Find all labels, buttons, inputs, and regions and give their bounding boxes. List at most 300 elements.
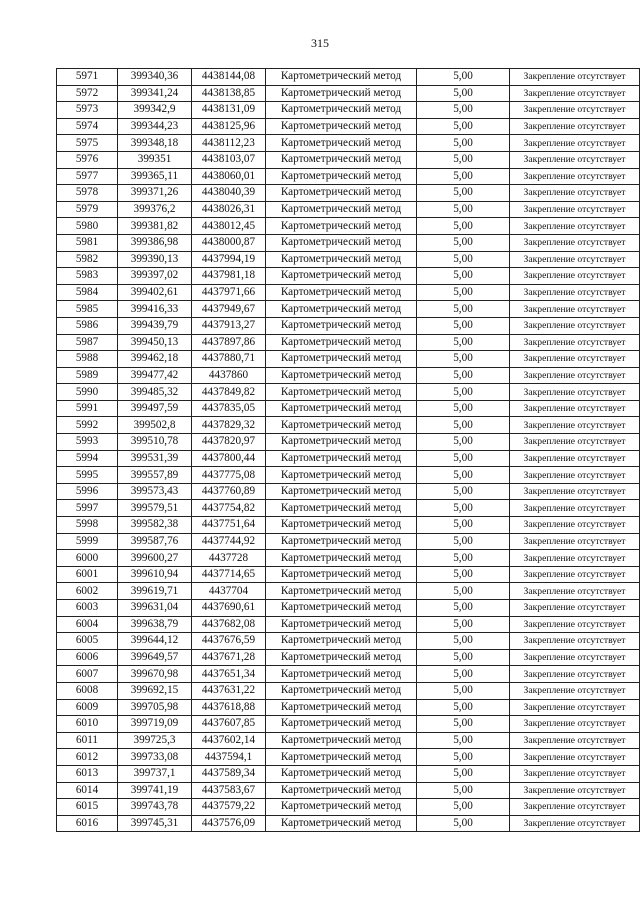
error-cell: 5,00 — [417, 765, 510, 782]
point-number-cell: 5995 — [57, 467, 118, 484]
point-number-cell: 5996 — [57, 483, 118, 500]
x-coordinate-cell: 399573,43 — [118, 483, 192, 500]
y-coordinate-cell: 4437760,89 — [192, 483, 266, 500]
fixing-cell: Закрепление отсутствует — [510, 185, 640, 202]
x-coordinate-cell: 399365,11 — [118, 168, 192, 185]
table-row — [57, 85, 640, 102]
method-cell: Картометрический метод — [266, 799, 417, 816]
y-coordinate-cell: 4437579,22 — [192, 799, 266, 816]
fixing-cell: Закрепление отсутствует — [510, 268, 640, 285]
y-coordinate-cell: 4437576,09 — [192, 815, 266, 832]
y-coordinate-cell: 4437775,08 — [192, 467, 266, 484]
table-row — [57, 351, 640, 368]
x-coordinate-cell: 399582,38 — [118, 517, 192, 534]
method-cell: Картометрический метод — [266, 234, 417, 251]
y-coordinate-cell: 4438125,96 — [192, 118, 266, 135]
error-cell: 5,00 — [417, 517, 510, 534]
error-cell: 5,00 — [417, 483, 510, 500]
point-number-cell: 6013 — [57, 765, 118, 782]
point-number-cell: 5987 — [57, 334, 118, 351]
table-row — [57, 517, 640, 534]
table-row — [57, 434, 640, 451]
method-cell: Картометрический метод — [266, 102, 417, 119]
point-number-cell: 5991 — [57, 400, 118, 417]
error-cell: 5,00 — [417, 450, 510, 467]
point-number-cell: 6012 — [57, 749, 118, 766]
error-cell: 5,00 — [417, 218, 510, 235]
point-number-cell: 6009 — [57, 699, 118, 716]
x-coordinate-cell: 399610,94 — [118, 566, 192, 583]
y-coordinate-cell: 4437849,82 — [192, 384, 266, 401]
y-coordinate-cell: 4438112,23 — [192, 135, 266, 152]
error-cell: 5,00 — [417, 85, 510, 102]
point-number-cell: 6005 — [57, 633, 118, 650]
y-coordinate-cell: 4438144,08 — [192, 69, 266, 86]
method-cell: Картометрический метод — [266, 483, 417, 500]
fixing-cell: Закрепление отсутствует — [510, 400, 640, 417]
table-row — [57, 201, 640, 218]
method-cell: Картометрический метод — [266, 666, 417, 683]
point-number-cell: 6002 — [57, 583, 118, 600]
point-number-cell: 5992 — [57, 417, 118, 434]
fixing-cell: Закрепление отсутствует — [510, 417, 640, 434]
table-row — [57, 566, 640, 583]
x-coordinate-cell: 399390,13 — [118, 251, 192, 268]
point-number-cell: 5984 — [57, 284, 118, 301]
table-row — [57, 550, 640, 567]
fixing-cell: Закрепление отсутствует — [510, 168, 640, 185]
fixing-cell: Закрепление отсутствует — [510, 218, 640, 235]
y-coordinate-cell: 4437751,64 — [192, 517, 266, 534]
table-row — [57, 334, 640, 351]
table-row — [57, 118, 640, 135]
error-cell: 5,00 — [417, 434, 510, 451]
fixing-cell: Закрепление отсутствует — [510, 699, 640, 716]
point-number-cell: 5979 — [57, 201, 118, 218]
method-cell: Картометрический метод — [266, 417, 417, 434]
table-row — [57, 367, 640, 384]
point-number-cell: 6006 — [57, 649, 118, 666]
method-cell: Картометрический метод — [266, 400, 417, 417]
table-row — [57, 583, 640, 600]
error-cell: 5,00 — [417, 616, 510, 633]
table-row — [57, 467, 640, 484]
fixing-cell: Закрепление отсутствует — [510, 118, 640, 135]
method-cell: Картометрический метод — [266, 716, 417, 733]
fixing-cell: Закрепление отсутствует — [510, 583, 640, 600]
point-number-cell: 5993 — [57, 434, 118, 451]
x-coordinate-cell: 399733,08 — [118, 749, 192, 766]
y-coordinate-cell: 4437728 — [192, 550, 266, 567]
error-cell: 5,00 — [417, 135, 510, 152]
point-number-cell: 6007 — [57, 666, 118, 683]
table-row — [57, 151, 640, 168]
method-cell: Картометрический метод — [266, 782, 417, 799]
error-cell: 5,00 — [417, 533, 510, 550]
x-coordinate-cell: 399462,18 — [118, 351, 192, 368]
y-coordinate-cell: 4437754,82 — [192, 500, 266, 517]
error-cell: 5,00 — [417, 815, 510, 832]
table-row — [57, 69, 640, 86]
method-cell: Картометрический метод — [266, 301, 417, 318]
method-cell: Картометрический метод — [266, 815, 417, 832]
x-coordinate-cell: 399587,76 — [118, 533, 192, 550]
x-coordinate-cell: 399743,78 — [118, 799, 192, 816]
fixing-cell: Закрепление отсутствует — [510, 317, 640, 334]
point-number-cell: 6014 — [57, 782, 118, 799]
x-coordinate-cell: 399351 — [118, 151, 192, 168]
method-cell: Картометрический метод — [266, 118, 417, 135]
fixing-cell: Закрепление отсутствует — [510, 102, 640, 119]
table-row — [57, 649, 640, 666]
y-coordinate-cell: 4437981,18 — [192, 268, 266, 285]
table-row — [57, 102, 640, 119]
y-coordinate-cell: 4437880,71 — [192, 351, 266, 368]
error-cell: 5,00 — [417, 633, 510, 650]
x-coordinate-cell: 399670,98 — [118, 666, 192, 683]
y-coordinate-cell: 4437744,92 — [192, 533, 266, 550]
error-cell: 5,00 — [417, 566, 510, 583]
method-cell: Картометрический метод — [266, 467, 417, 484]
error-cell: 5,00 — [417, 682, 510, 699]
x-coordinate-cell: 399342,9 — [118, 102, 192, 119]
table-row — [57, 716, 640, 733]
x-coordinate-cell: 399386,98 — [118, 234, 192, 251]
table-row — [57, 284, 640, 301]
method-cell: Картометрический метод — [266, 550, 417, 567]
point-number-cell: 5997 — [57, 500, 118, 517]
point-number-cell: 5989 — [57, 367, 118, 384]
fixing-cell: Закрепление отсутствует — [510, 351, 640, 368]
x-coordinate-cell: 399502,8 — [118, 417, 192, 434]
y-coordinate-cell: 4438138,85 — [192, 85, 266, 102]
error-cell: 5,00 — [417, 666, 510, 683]
method-cell: Картометрический метод — [266, 616, 417, 633]
error-cell: 5,00 — [417, 699, 510, 716]
error-cell: 5,00 — [417, 550, 510, 567]
y-coordinate-cell: 4437682,08 — [192, 616, 266, 633]
method-cell: Картометрический метод — [266, 367, 417, 384]
x-coordinate-cell: 399416,33 — [118, 301, 192, 318]
method-cell: Картометрический метод — [266, 268, 417, 285]
x-coordinate-cell: 399439,79 — [118, 317, 192, 334]
x-coordinate-cell: 399450,13 — [118, 334, 192, 351]
fixing-cell: Закрепление отсутствует — [510, 467, 640, 484]
x-coordinate-cell: 399485,32 — [118, 384, 192, 401]
x-coordinate-cell: 399557,89 — [118, 467, 192, 484]
error-cell: 5,00 — [417, 351, 510, 368]
y-coordinate-cell: 4437676,59 — [192, 633, 266, 650]
table-row — [57, 633, 640, 650]
method-cell: Картометрический метод — [266, 185, 417, 202]
y-coordinate-cell: 4437714,65 — [192, 566, 266, 583]
y-coordinate-cell: 4437589,34 — [192, 765, 266, 782]
error-cell: 5,00 — [417, 185, 510, 202]
y-coordinate-cell: 4437671,28 — [192, 649, 266, 666]
fixing-cell: Закрепление отсутствует — [510, 450, 640, 467]
table-row — [57, 666, 640, 683]
fixing-cell: Закрепление отсутствует — [510, 517, 640, 534]
method-cell: Картометрический метод — [266, 600, 417, 617]
y-coordinate-cell: 4437994,19 — [192, 251, 266, 268]
method-cell: Картометрический метод — [266, 334, 417, 351]
fixing-cell: Закрепление отсутствует — [510, 600, 640, 617]
table-row — [57, 234, 640, 251]
method-cell: Картометрический метод — [266, 85, 417, 102]
method-cell: Картометрический метод — [266, 251, 417, 268]
point-number-cell: 6000 — [57, 550, 118, 567]
method-cell: Картометрический метод — [266, 749, 417, 766]
table-row — [57, 616, 640, 633]
page-number: 315 — [311, 36, 329, 50]
fixing-cell: Закрепление отсутствует — [510, 334, 640, 351]
method-cell: Картометрический метод — [266, 317, 417, 334]
fixing-cell: Закрепление отсутствует — [510, 284, 640, 301]
error-cell: 5,00 — [417, 234, 510, 251]
x-coordinate-cell: 399348,18 — [118, 135, 192, 152]
error-cell: 5,00 — [417, 749, 510, 766]
point-number-cell: 5990 — [57, 384, 118, 401]
fixing-cell: Закрепление отсутствует — [510, 384, 640, 401]
fixing-cell: Закрепление отсутствует — [510, 201, 640, 218]
x-coordinate-cell: 399644,12 — [118, 633, 192, 650]
y-coordinate-cell: 4437594,1 — [192, 749, 266, 766]
error-cell: 5,00 — [417, 151, 510, 168]
method-cell: Картометрический метод — [266, 168, 417, 185]
error-cell: 5,00 — [417, 334, 510, 351]
error-cell: 5,00 — [417, 799, 510, 816]
method-cell: Картометрический метод — [266, 517, 417, 534]
point-number-cell: 5973 — [57, 102, 118, 119]
fixing-cell: Закрепление отсутствует — [510, 533, 640, 550]
y-coordinate-cell: 4437690,61 — [192, 600, 266, 617]
method-cell: Картометрический метод — [266, 699, 417, 716]
y-coordinate-cell: 4438103,07 — [192, 151, 266, 168]
coordinates-table — [56, 68, 640, 832]
y-coordinate-cell: 4437800,44 — [192, 450, 266, 467]
table-row — [57, 168, 640, 185]
table-row — [57, 600, 640, 617]
table-row — [57, 218, 640, 235]
error-cell: 5,00 — [417, 716, 510, 733]
x-coordinate-cell: 399638,79 — [118, 616, 192, 633]
x-coordinate-cell: 399376,2 — [118, 201, 192, 218]
fixing-cell: Закрепление отсутствует — [510, 616, 640, 633]
y-coordinate-cell: 4437631,22 — [192, 682, 266, 699]
point-number-cell: 5971 — [57, 69, 118, 86]
table-body — [57, 69, 640, 832]
point-number-cell: 6016 — [57, 815, 118, 832]
error-cell: 5,00 — [417, 118, 510, 135]
error-cell: 5,00 — [417, 649, 510, 666]
table-row — [57, 732, 640, 749]
method-cell: Картометрический метод — [266, 765, 417, 782]
x-coordinate-cell: 399510,78 — [118, 434, 192, 451]
point-number-cell: 5982 — [57, 251, 118, 268]
fixing-cell: Закрепление отсутствует — [510, 566, 640, 583]
point-number-cell: 5975 — [57, 135, 118, 152]
error-cell: 5,00 — [417, 69, 510, 86]
fixing-cell: Закрепление отсутствует — [510, 135, 640, 152]
method-cell: Картометрический метод — [266, 450, 417, 467]
x-coordinate-cell: 399631,04 — [118, 600, 192, 617]
method-cell: Картометрический метод — [266, 566, 417, 583]
y-coordinate-cell: 4438060,01 — [192, 168, 266, 185]
y-coordinate-cell: 4437607,85 — [192, 716, 266, 733]
x-coordinate-cell: 399719,09 — [118, 716, 192, 733]
error-cell: 5,00 — [417, 467, 510, 484]
method-cell: Картометрический метод — [266, 533, 417, 550]
fixing-cell: Закрепление отсутствует — [510, 682, 640, 699]
point-number-cell: 5994 — [57, 450, 118, 467]
fixing-cell: Закрепление отсутствует — [510, 716, 640, 733]
point-number-cell: 5980 — [57, 218, 118, 235]
x-coordinate-cell: 399741,19 — [118, 782, 192, 799]
y-coordinate-cell: 4437820,97 — [192, 434, 266, 451]
fixing-cell: Закрепление отсутствует — [510, 782, 640, 799]
y-coordinate-cell: 4438131,09 — [192, 102, 266, 119]
y-coordinate-cell: 4437897,86 — [192, 334, 266, 351]
table-row — [57, 417, 640, 434]
table-row — [57, 500, 640, 517]
table-row — [57, 782, 640, 799]
point-number-cell: 6001 — [57, 566, 118, 583]
fixing-cell: Закрепление отсутствует — [510, 251, 640, 268]
error-cell: 5,00 — [417, 251, 510, 268]
fixing-cell: Закрепление отсутствует — [510, 500, 640, 517]
error-cell: 5,00 — [417, 417, 510, 434]
x-coordinate-cell: 399344,23 — [118, 118, 192, 135]
point-number-cell: 5976 — [57, 151, 118, 168]
table-row — [57, 533, 640, 550]
method-cell: Картометрический метод — [266, 434, 417, 451]
y-coordinate-cell: 4437829,32 — [192, 417, 266, 434]
table-row — [57, 384, 640, 401]
point-number-cell: 5986 — [57, 317, 118, 334]
point-number-cell: 5972 — [57, 85, 118, 102]
point-number-cell: 5983 — [57, 268, 118, 285]
table-row — [57, 483, 640, 500]
x-coordinate-cell: 399649,57 — [118, 649, 192, 666]
method-cell: Картометрический метод — [266, 583, 417, 600]
method-cell: Картометрический метод — [266, 69, 417, 86]
point-number-cell: 5988 — [57, 351, 118, 368]
error-cell: 5,00 — [417, 102, 510, 119]
table-row — [57, 682, 640, 699]
table-row — [57, 251, 640, 268]
error-cell: 5,00 — [417, 317, 510, 334]
table-row — [57, 749, 640, 766]
method-cell: Картометрический метод — [266, 649, 417, 666]
table-row — [57, 135, 640, 152]
x-coordinate-cell: 399340,36 — [118, 69, 192, 86]
error-cell: 5,00 — [417, 782, 510, 799]
fixing-cell: Закрепление отсутствует — [510, 649, 640, 666]
x-coordinate-cell: 399477,42 — [118, 367, 192, 384]
point-number-cell: 5999 — [57, 533, 118, 550]
point-number-cell: 5978 — [57, 185, 118, 202]
x-coordinate-cell: 399692,15 — [118, 682, 192, 699]
y-coordinate-cell: 4437618,88 — [192, 699, 266, 716]
x-coordinate-cell: 399737,1 — [118, 765, 192, 782]
y-coordinate-cell: 4437651,34 — [192, 666, 266, 683]
method-cell: Картометрический метод — [266, 633, 417, 650]
y-coordinate-cell: 4437971,66 — [192, 284, 266, 301]
point-number-cell: 6011 — [57, 732, 118, 749]
error-cell: 5,00 — [417, 268, 510, 285]
y-coordinate-cell: 4437835,05 — [192, 400, 266, 417]
point-number-cell: 5985 — [57, 301, 118, 318]
x-coordinate-cell: 399381,82 — [118, 218, 192, 235]
fixing-cell: Закрепление отсутствует — [510, 69, 640, 86]
method-cell: Картометрический метод — [266, 384, 417, 401]
fixing-cell: Закрепление отсутствует — [510, 367, 640, 384]
fixing-cell: Закрепление отсутствует — [510, 633, 640, 650]
fixing-cell: Закрепление отсутствует — [510, 85, 640, 102]
y-coordinate-cell: 4438040,39 — [192, 185, 266, 202]
fixing-cell: Закрепление отсутствует — [510, 234, 640, 251]
method-cell: Картометрический метод — [266, 151, 417, 168]
method-cell: Картометрический метод — [266, 500, 417, 517]
x-coordinate-cell: 399341,24 — [118, 85, 192, 102]
point-number-cell: 5977 — [57, 168, 118, 185]
method-cell: Картометрический метод — [266, 732, 417, 749]
table-row — [57, 268, 640, 285]
point-number-cell: 6004 — [57, 616, 118, 633]
y-coordinate-cell: 4437704 — [192, 583, 266, 600]
method-cell: Картометрический метод — [266, 218, 417, 235]
fixing-cell: Закрепление отсутствует — [510, 434, 640, 451]
error-cell: 5,00 — [417, 301, 510, 318]
point-number-cell: 5998 — [57, 517, 118, 534]
table-row — [57, 317, 640, 334]
error-cell: 5,00 — [417, 732, 510, 749]
table-row — [57, 815, 640, 832]
fixing-cell: Закрепление отсутствует — [510, 749, 640, 766]
fixing-cell: Закрепление отсутствует — [510, 765, 640, 782]
point-number-cell: 6008 — [57, 682, 118, 699]
error-cell: 5,00 — [417, 201, 510, 218]
fixing-cell: Закрепление отсутствует — [510, 483, 640, 500]
fixing-cell: Закрепление отсутствует — [510, 151, 640, 168]
table-row — [57, 185, 640, 202]
fixing-cell: Закрепление отсутствует — [510, 732, 640, 749]
error-cell: 5,00 — [417, 583, 510, 600]
error-cell: 5,00 — [417, 384, 510, 401]
error-cell: 5,00 — [417, 500, 510, 517]
x-coordinate-cell: 399619,71 — [118, 583, 192, 600]
table-row — [57, 765, 640, 782]
fixing-cell: Закрепление отсутствует — [510, 815, 640, 832]
x-coordinate-cell: 399371,26 — [118, 185, 192, 202]
x-coordinate-cell: 399397,02 — [118, 268, 192, 285]
fixing-cell: Закрепление отсутствует — [510, 799, 640, 816]
x-coordinate-cell: 399705,98 — [118, 699, 192, 716]
point-number-cell: 6015 — [57, 799, 118, 816]
y-coordinate-cell: 4438012,45 — [192, 218, 266, 235]
fixing-cell: Закрепление отсутствует — [510, 666, 640, 683]
x-coordinate-cell: 399745,31 — [118, 815, 192, 832]
table-row — [57, 400, 640, 417]
method-cell: Картометрический метод — [266, 135, 417, 152]
y-coordinate-cell: 4438026,31 — [192, 201, 266, 218]
x-coordinate-cell: 399497,59 — [118, 400, 192, 417]
y-coordinate-cell: 4437949,67 — [192, 301, 266, 318]
method-cell: Картометрический метод — [266, 351, 417, 368]
x-coordinate-cell: 399725,3 — [118, 732, 192, 749]
y-coordinate-cell: 4437602,14 — [192, 732, 266, 749]
method-cell: Картометрический метод — [266, 682, 417, 699]
